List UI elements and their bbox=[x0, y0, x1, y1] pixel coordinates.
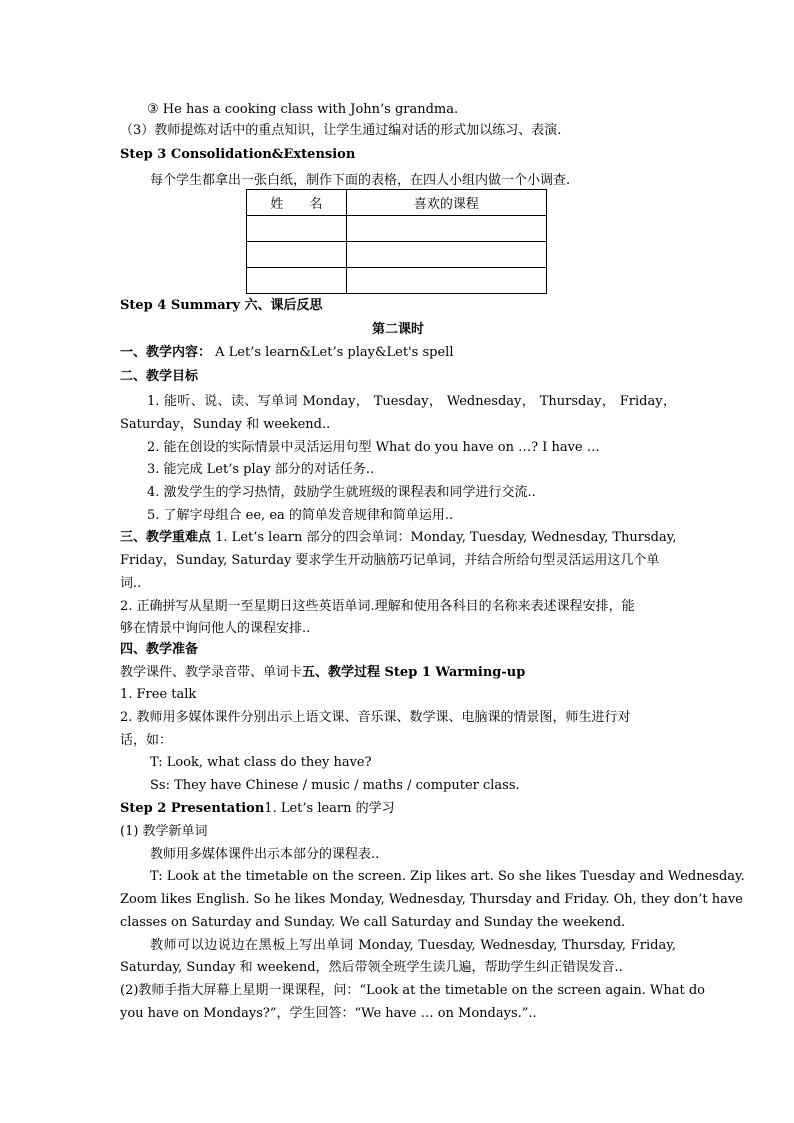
question-step-2: (2)教师手指大屏幕上星期一课课程，问：“Look at the timetable on the screen again. What do bbox=[120, 983, 705, 998]
warmup-step-2-cont: 话，如： bbox=[120, 733, 173, 748]
process-heading: 五、教学过程 Step 1 Warming-up bbox=[302, 665, 526, 680]
table-header-course: 喜欢的课程 bbox=[346, 190, 546, 216]
survey-instruction: 每个学生都拿出一张白纸，制作下面的表格，在四人小组内做一个小调查. bbox=[150, 173, 571, 188]
objective-5: 5. 了解字母组合 ee, ea 的简单发音规律和简单运用.. bbox=[147, 508, 454, 523]
table-row bbox=[247, 242, 547, 268]
objective-1-cont: Saturday，Sunday 和 weekend.. bbox=[120, 417, 331, 432]
dialogue-students: Ss: They have Chinese / music / maths / computer class. bbox=[150, 778, 520, 793]
objectives-heading: 二、教学目标 bbox=[120, 369, 199, 384]
presentation-line bbox=[120, 800, 676, 818]
key-points-text: 1. Let’s learn 部分的四会单词：Monday, Tuesday, Wednesday, Thursday, bbox=[211, 530, 677, 545]
table-header-name: 姓 名 bbox=[247, 190, 347, 216]
key-points-2-cont: 够在情景中询问他人的课程安排.. bbox=[120, 621, 311, 636]
board-writing: 教师可以边说边在黑板上写出单词 Monday, Tuesday, Wednesday, Thursday, Friday, bbox=[150, 938, 676, 953]
new-words-heading: (1) 教学新单词 bbox=[120, 824, 208, 839]
step3-heading: Step 3 Consolidation&Extension bbox=[120, 147, 356, 162]
step-note-3: （3）教师提炼对话中的重点知识，让学生通过编对话的形式加以练习、表演. bbox=[120, 123, 562, 138]
lesson-title: 第二课时 bbox=[371, 322, 424, 337]
teacher-script-1: T: Look at the timetable on the screen. Zip likes art. So she likes Tuesday and Wednesday. bbox=[150, 869, 745, 884]
table-row bbox=[247, 216, 547, 242]
presentation-heading: Step 2 Presentation bbox=[120, 801, 265, 816]
presentation-text: 1. Let’s learn 的学习 bbox=[264, 801, 395, 816]
content-text: A Let’s learn&Let’s play&Let's spell bbox=[211, 345, 454, 360]
key-points-heading: 三、教学重难点 bbox=[120, 530, 212, 545]
question-step-2-cont: you have on Mondays?”，学生回答：“We have … on Mondays.”.. bbox=[120, 1006, 537, 1021]
preparation-heading: 四、教学准备 bbox=[120, 642, 199, 657]
objective-2: 2. 能在创设的实际情景中灵活运用句型 What do you have on …? I have … bbox=[147, 440, 600, 455]
key-points-cont-1: Friday，Sunday, Saturday 要求学生开动脑筋巧记单词，并结合所给句型灵活运用这几个单 bbox=[120, 553, 660, 568]
content-heading: 一、教学内容： bbox=[120, 345, 212, 360]
timetable-instruction: 教师用多媒体课件出示本部分的课程表.. bbox=[150, 847, 380, 862]
teacher-script-2: Zoom likes English. So he likes Monday, Wednesday, Thursday and Friday. Oh, they don’t have bbox=[120, 892, 743, 907]
key-points-cont-2: 词.. bbox=[120, 576, 142, 591]
key-points-2: 2. 正确拼写从星期一至星期日这些英语单词.理解和使用各科目的名称来表述课程安排，能 bbox=[120, 599, 635, 614]
warmup-step-2: 2. 教师用多媒体课件分别出示上语文课、音乐课、数学课、电脑课的情景图，师生进行对 bbox=[120, 710, 631, 725]
free-talk: 1. Free talk bbox=[120, 687, 197, 702]
dialogue-teacher: T: Look, what class do they have? bbox=[150, 755, 372, 770]
content-line bbox=[120, 344, 676, 362]
table-header-row bbox=[247, 190, 547, 216]
survey-table bbox=[246, 189, 547, 294]
key-points-line bbox=[120, 529, 676, 547]
preparation-line bbox=[120, 664, 676, 682]
objective-4: 4. 激发学生的学习热情，鼓励学生就班级的课程表和同学进行交流.. bbox=[147, 485, 536, 500]
dialogue-line-3: ③ He has a cooking class with John’s grandma. bbox=[147, 102, 459, 117]
objective-3: 3. 能完成 Let’s play 部分的对话任务.. bbox=[147, 462, 375, 477]
teacher-script-3: classes on Saturday and Sunday. We call Saturday and Sunday the weekend. bbox=[120, 915, 626, 930]
table-row bbox=[247, 268, 547, 294]
preparation-text: 教学课件、教学录音带、单词卡 bbox=[120, 665, 303, 680]
step4-heading: Step 4 Summary 六、课后反思 bbox=[120, 298, 323, 313]
board-writing-cont: Saturday, Sunday 和 weekend，然后带领全班学生读几遍，帮助学生纠正错误发音.. bbox=[120, 960, 623, 975]
objective-1: 1. 能听、说、读、写单词 Monday， Tuesday， Wednesday， Thursday， Friday， bbox=[147, 394, 676, 409]
